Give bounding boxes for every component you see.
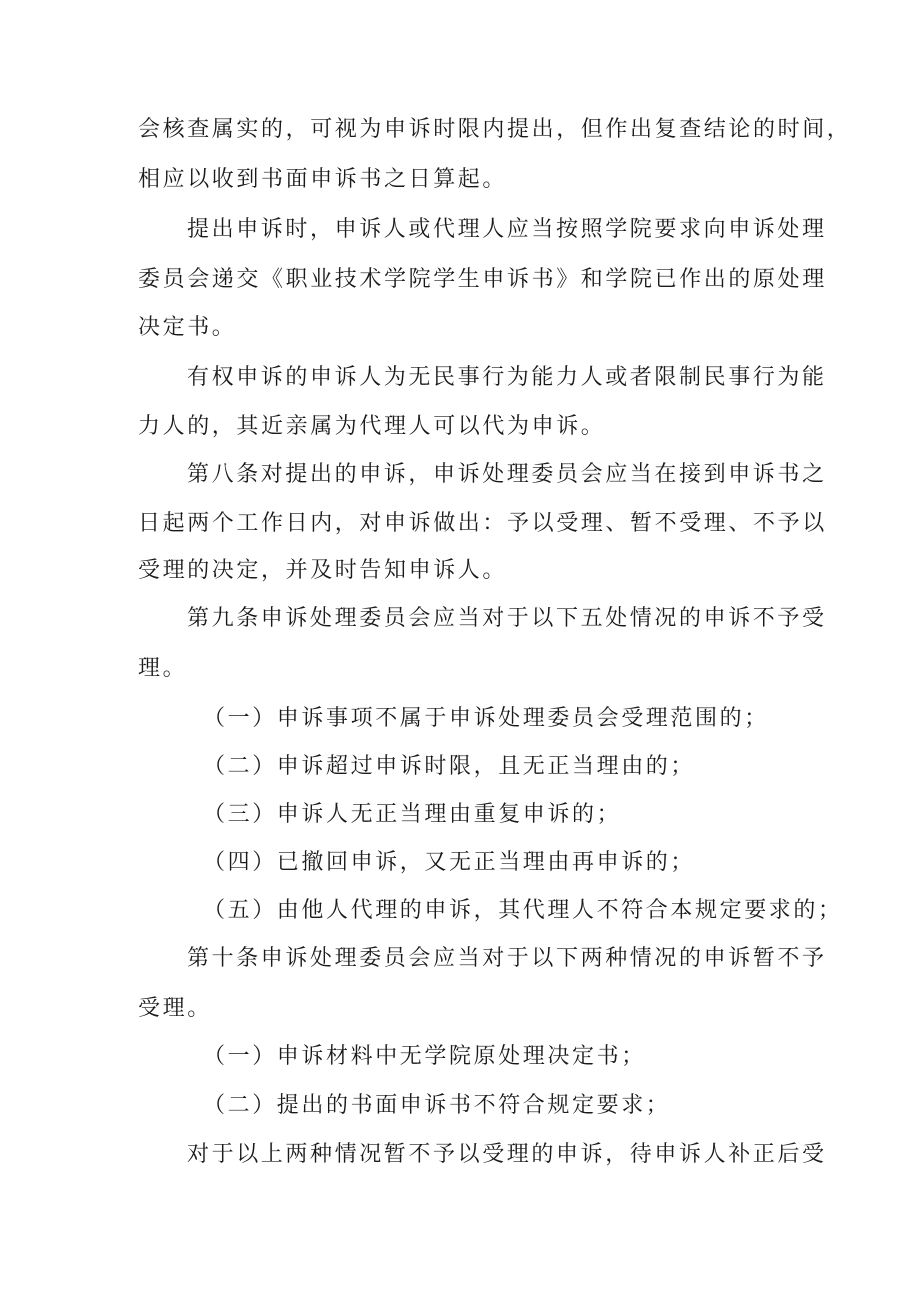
- list-item: （三）申诉人无正当理由重复申诉的；: [203, 802, 622, 827]
- text-line: 第九条申诉处理委员会应当对于以下五处情况的申诉不予受: [187, 606, 827, 631]
- text-line: 委员会递交《职业技术学院学生申诉书》和学院已作出的原处理: [138, 267, 827, 292]
- list-item: （五）由他人代理的申诉，其代理人不符合本规定要求的；: [203, 898, 843, 923]
- list-item: （一）申诉材料中无学院原处理决定书；: [203, 1044, 646, 1069]
- text-line: 受理的决定，并及时告知申诉人。: [138, 558, 508, 583]
- list-item: （四）已撤回申诉，又无正当理由再申诉的；: [203, 850, 696, 875]
- list-item: （二）申诉超过申诉时限，且无正当理由的；: [203, 754, 696, 779]
- text-line: 对于以上两种情况暂不予以受理的申诉，待申诉人补正后受: [187, 1142, 827, 1167]
- list-item: （二）提出的书面申诉书不符合规定要求；: [203, 1093, 671, 1118]
- text-line: 力人的，其近亲属为代理人可以代为申诉。: [138, 414, 606, 439]
- text-line: 受理。: [138, 996, 212, 1021]
- text-line: 第八条对提出的申诉，申诉处理委员会应当在接到申诉书之: [187, 462, 827, 487]
- text-line: 第十条申诉处理委员会应当对于以下两种情况的申诉暂不予: [187, 946, 827, 971]
- text-line: 相应以收到书面申诉书之日算起。: [138, 167, 508, 192]
- text-line: 决定书。: [138, 315, 237, 340]
- text-line: 提出申诉时，申诉人或代理人应当按照学院要求向申诉处理: [187, 217, 827, 242]
- list-item: （一）申诉事项不属于申诉处理委员会受理范围的；: [203, 706, 769, 731]
- text-line: 会核查属实的，可视为申诉时限内提出，但作出复查结论的时间，: [138, 117, 852, 142]
- text-line: 理。: [138, 656, 188, 681]
- text-line: 日起两个工作日内，对申诉做出：予以受理、暂不受理、不予以: [138, 511, 827, 536]
- text-line: 有权申诉的申诉人为无民事行为能力人或者限制民事行为能: [187, 365, 827, 390]
